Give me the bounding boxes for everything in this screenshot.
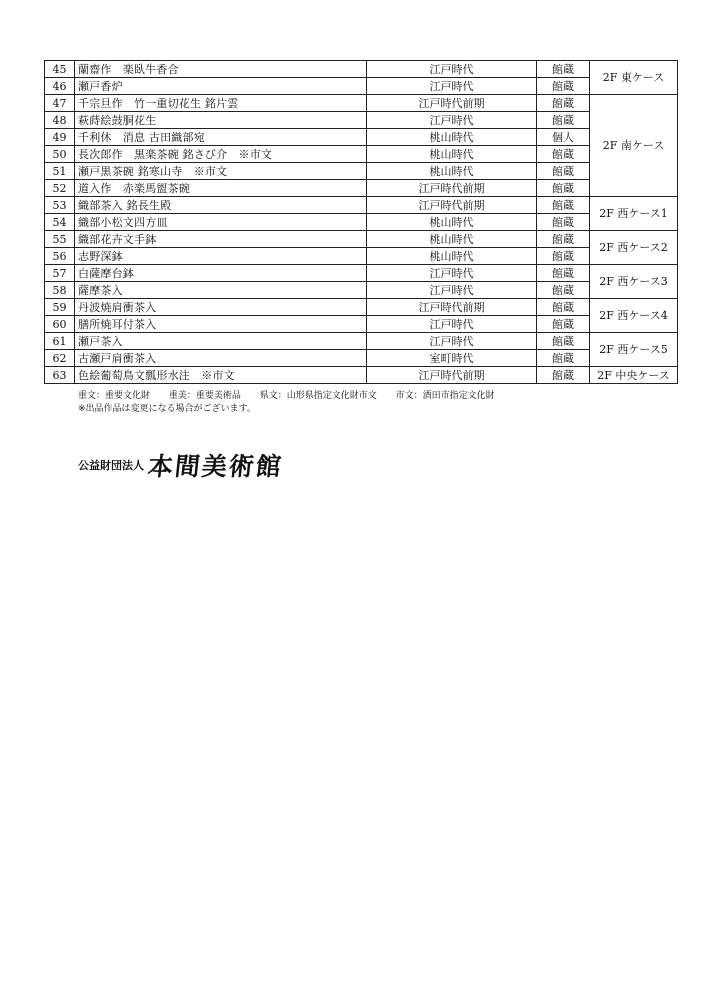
table-row xyxy=(45,146,678,163)
item-owner: 館蔵 xyxy=(537,299,590,316)
table-row xyxy=(45,112,678,129)
item-number: 57 xyxy=(45,265,75,282)
item-title: 瀬戸茶入 xyxy=(75,333,367,350)
table-row xyxy=(45,333,678,350)
item-title: 瀬戸香炉 xyxy=(75,78,367,95)
item-number: 47 xyxy=(45,95,75,112)
item-title: 道入作 赤楽馬盥茶碗 xyxy=(75,180,367,197)
item-owner: 館蔵 xyxy=(537,180,590,197)
item-number: 51 xyxy=(45,163,75,180)
table-row xyxy=(45,180,678,197)
item-number: 55 xyxy=(45,231,75,248)
item-title: 瀬戸黒茶碗 銘寒山寺 ※市文 xyxy=(75,163,367,180)
table-row xyxy=(45,248,678,265)
item-owner: 館蔵 xyxy=(537,265,590,282)
item-period: 江戸時代 xyxy=(367,316,537,333)
item-number: 49 xyxy=(45,129,75,146)
item-title: 長次郎作 黒楽茶碗 銘さび介 ※市文 xyxy=(75,146,367,163)
case-location: 2F 南ケース xyxy=(590,95,678,197)
item-title: 古瀬戸肩衝茶入 xyxy=(75,350,367,367)
item-number: 60 xyxy=(45,316,75,333)
item-period: 江戸時代 xyxy=(367,333,537,350)
item-owner: 館蔵 xyxy=(537,231,590,248)
table-row xyxy=(45,214,678,231)
item-number: 45 xyxy=(45,61,75,78)
legend-entry: 市文：酒田市指定文化財 xyxy=(395,391,495,401)
item-owner: 館蔵 xyxy=(537,95,590,112)
item-title: 白薩摩台鉢 xyxy=(75,265,367,282)
item-title: 織部茶入 銘長生殿 xyxy=(75,197,367,214)
item-period: 室町時代 xyxy=(367,350,537,367)
table-row xyxy=(45,163,678,180)
item-period: 江戸時代 xyxy=(367,61,537,78)
item-owner: 館蔵 xyxy=(537,197,590,214)
item-title: 織部小松文四方皿 xyxy=(75,214,367,231)
item-number: 50 xyxy=(45,146,75,163)
item-number: 62 xyxy=(45,350,75,367)
item-number: 46 xyxy=(45,78,75,95)
legend-entry: 重文：重要文化財 xyxy=(78,391,151,401)
item-period: 桃山時代 xyxy=(367,146,537,163)
item-number: 52 xyxy=(45,180,75,197)
item-title: 千宗旦作 竹一重切花生 銘片雲 xyxy=(75,95,367,112)
item-title: 志野深鉢 xyxy=(75,248,367,265)
item-number: 59 xyxy=(45,299,75,316)
item-owner: 館蔵 xyxy=(537,214,590,231)
case-location: 2F 中央ケース xyxy=(590,367,678,384)
item-number: 61 xyxy=(45,333,75,350)
item-period: 江戸時代前期 xyxy=(367,197,537,214)
item-title: 萩蒔絵鼓胴花生 xyxy=(75,112,367,129)
organization-type: 公益財団法人 xyxy=(78,459,144,472)
exhibit-list-table xyxy=(44,60,678,384)
table-row xyxy=(45,95,678,112)
item-period: 江戸時代前期 xyxy=(367,367,537,384)
item-period: 江戸時代 xyxy=(367,282,537,299)
item-owner: 館蔵 xyxy=(537,78,590,95)
item-period: 桃山時代 xyxy=(367,231,537,248)
item-period: 江戸時代 xyxy=(367,265,537,282)
case-location: 2F 西ケース1 xyxy=(590,197,678,231)
item-period: 江戸時代前期 xyxy=(367,180,537,197)
item-owner: 館蔵 xyxy=(537,316,590,333)
item-number: 63 xyxy=(45,367,75,384)
abbreviation-legend xyxy=(78,390,511,403)
table-row xyxy=(45,316,678,333)
item-period: 江戸時代 xyxy=(367,78,537,95)
case-location: 2F 西ケース3 xyxy=(590,265,678,299)
item-owner: 館蔵 xyxy=(537,146,590,163)
item-owner: 館蔵 xyxy=(537,367,590,384)
item-owner: 館蔵 xyxy=(537,61,590,78)
case-location: 2F 西ケース2 xyxy=(590,231,678,265)
legend-entry: 県文：山形県指定文化財市文 xyxy=(259,391,377,401)
case-location: 2F 西ケース4 xyxy=(590,299,678,333)
case-location: 2F 西ケース5 xyxy=(590,333,678,367)
item-number: 58 xyxy=(45,282,75,299)
item-period: 桃山時代 xyxy=(367,163,537,180)
museum-logo: 本間美術館 xyxy=(146,452,285,481)
item-owner: 館蔵 xyxy=(537,112,590,129)
table-row xyxy=(45,78,678,95)
item-title: 蘭齋作 楽臥牛香合 xyxy=(75,61,367,78)
item-owner: 館蔵 xyxy=(537,248,590,265)
case-location: 2F 東ケース xyxy=(590,61,678,95)
item-title: 織部花卉文手鉢 xyxy=(75,231,367,248)
item-period: 江戸時代 xyxy=(367,112,537,129)
museum-footer xyxy=(78,447,283,483)
item-title: 膳所焼耳付茶入 xyxy=(75,316,367,333)
table-row xyxy=(45,367,678,384)
item-title: 薩摩茶入 xyxy=(75,282,367,299)
item-owner: 館蔵 xyxy=(537,163,590,180)
item-period: 桃山時代 xyxy=(367,214,537,231)
table-row xyxy=(45,282,678,299)
item-number: 56 xyxy=(45,248,75,265)
table-row xyxy=(45,197,678,214)
table-row xyxy=(45,265,678,282)
item-period: 桃山時代 xyxy=(367,248,537,265)
item-title: 千利休 消息 古田織部宛 xyxy=(75,129,367,146)
table-row xyxy=(45,61,678,78)
item-number: 54 xyxy=(45,214,75,231)
item-period: 桃山時代 xyxy=(367,129,537,146)
item-period: 江戸時代前期 xyxy=(367,95,537,112)
item-title: 色絵葡萄鳥文瓢形水注 ※市文 xyxy=(75,367,367,384)
item-period: 江戸時代前期 xyxy=(367,299,537,316)
table-row xyxy=(45,129,678,146)
disclaimer-note: ※出品作品は変更になる場合がございます。 xyxy=(78,404,256,414)
legend-entry: 重美：重要美術品 xyxy=(168,391,241,401)
table-row xyxy=(45,231,678,248)
item-owner: 個人 xyxy=(537,129,590,146)
table-row xyxy=(45,299,678,316)
item-title: 丹波焼肩衝茶入 xyxy=(75,299,367,316)
item-number: 53 xyxy=(45,197,75,214)
item-owner: 館蔵 xyxy=(537,282,590,299)
notes-section xyxy=(78,390,511,416)
item-owner: 館蔵 xyxy=(537,333,590,350)
item-owner: 館蔵 xyxy=(537,350,590,367)
item-number: 48 xyxy=(45,112,75,129)
table-row xyxy=(45,350,678,367)
